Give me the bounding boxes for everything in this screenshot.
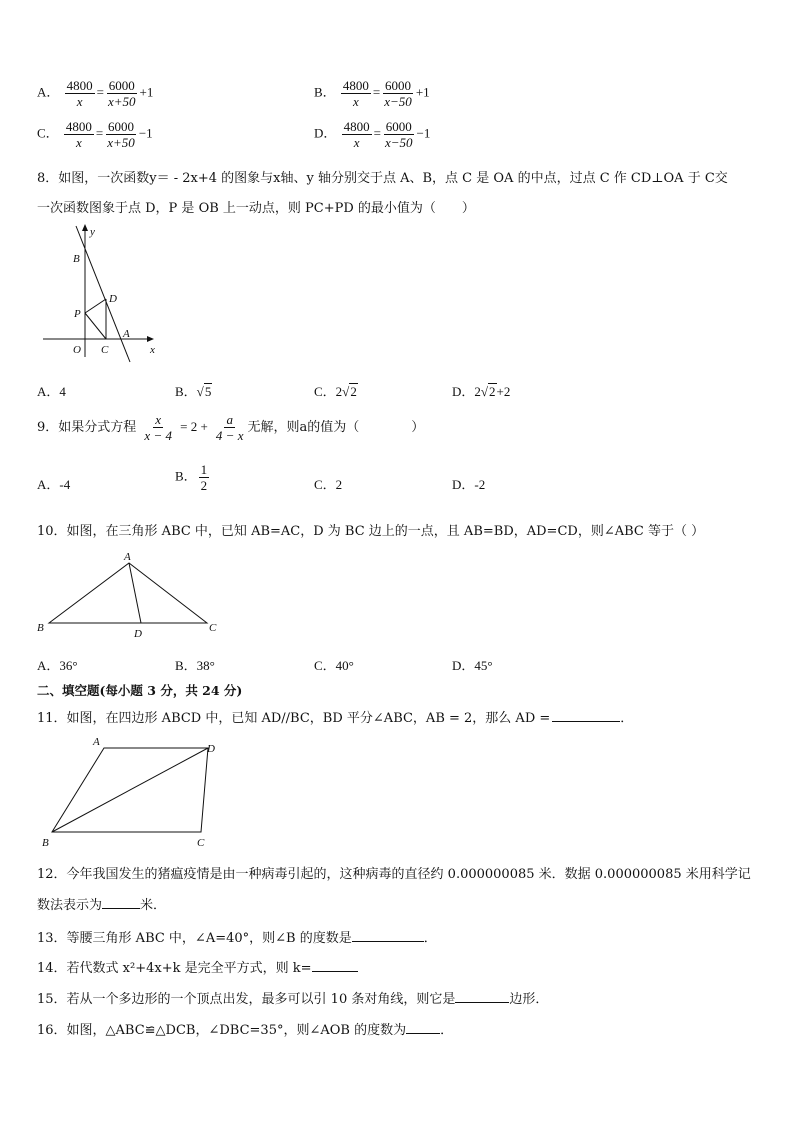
- q8-option-d: D．2√2+2: [452, 384, 511, 399]
- label-c: C: [209, 622, 217, 634]
- q9-option-c: C．2: [314, 477, 343, 492]
- y-arrow: [82, 224, 88, 231]
- label-b: B: [37, 622, 44, 634]
- fraction: $\frac{1}{2}$: [200, 462, 208, 493]
- answer-blank[interactable]: [312, 959, 358, 972]
- fraction: $\frac{6000}{x-50}$: [384, 78, 412, 109]
- answer-blank[interactable]: [455, 990, 509, 1003]
- label-p: P: [74, 308, 81, 320]
- q9-option-a: A．-4: [37, 477, 71, 492]
- section-heading: 二、填空题(每小题 3 分，共 24 分): [37, 683, 243, 698]
- q7-option-d: D． $\frac{4800}{x}$ = $\frac{6000}{x-50}$ −1: [314, 119, 431, 150]
- q13-text: 13．等腰三角形 ABC 中，∠A=40°，则∠B 的度数是 ．: [37, 931, 437, 946]
- q10-option-c: C．40°: [314, 658, 354, 673]
- q10-text: 10．如图，在三角形 ABC 中，已知 AB=AC，D 为 BC 边上的一点，且 AB=BD，AD=CD，则∠ABC 等于（ ）: [37, 524, 705, 539]
- q10-figure: [35, 548, 225, 640]
- answer-blank[interactable]: [352, 929, 424, 942]
- q8-figure: [40, 222, 170, 367]
- label-a: A: [93, 736, 100, 748]
- answer-blank[interactable]: [552, 709, 620, 722]
- label-d: D: [109, 293, 117, 305]
- q9-option-b: B． $\frac{1}{2}$: [175, 462, 208, 493]
- q7-option-a: A． $\frac{4800}{x}$ = $\frac{6000}{x+50}$ +1: [37, 78, 154, 109]
- q12-text-line1: 12．今年我国发生的猪瘟疫情是由一种病毒引起的，这种病毒的直径约 0.000000085 米．数据 0.000000085 米用科学记: [37, 867, 751, 882]
- answer-blank[interactable]: [102, 896, 140, 909]
- q11-figure: [38, 732, 228, 852]
- label-c: C: [101, 344, 109, 356]
- fraction: $\frac{4800}{x}$: [342, 78, 369, 109]
- q15-text: 15．若从一个多边形的一个顶点出发，最多可以引 10 条对角线，则它是 边形．: [37, 992, 549, 1007]
- label-y: y: [90, 226, 95, 238]
- label-o: O: [73, 344, 81, 356]
- label-a: A: [124, 551, 131, 563]
- q7-option-c: C． $\frac{4800}{x}$ = $\frac{6000}{x+50}$ −1: [37, 119, 153, 150]
- label-b: B: [42, 837, 49, 849]
- q9-option-d: D．-2: [452, 477, 486, 492]
- q10-option-b: B．38°: [175, 658, 215, 673]
- fraction: $\frac{a}{4 - x}$: [215, 412, 244, 443]
- label-d: D: [134, 628, 142, 640]
- q9-text: 9．如果分式方程 $\frac{x}{x - 4}$ = 2 + $\frac{a}{4 - x}$ 无解，则a的值为（ ）: [37, 412, 425, 443]
- label-d: D: [207, 743, 215, 755]
- x-arrow: [147, 336, 154, 342]
- line-ab: [76, 226, 130, 362]
- q7-option-b: B． $\frac{4800}{x}$ = $\frac{6000}{x-50}$ +1: [314, 78, 430, 109]
- segment-pd: [85, 299, 106, 313]
- triangle-abc: [49, 563, 207, 623]
- q11-text: 11．如图，在四边形 ABCD 中，已知 AD//BC，BD 平分∠ABC，AB = 2，那么 AD = ．: [37, 711, 634, 726]
- fraction: $\frac{6000}{x+50}$: [107, 119, 135, 150]
- segment-ad: [129, 563, 141, 623]
- q14-text: 14．若代数式 x²+4x+k 是完全平方式，则 k=: [37, 957, 358, 976]
- q8-option-c: C．2√2: [314, 384, 357, 399]
- diagonal-bd: [52, 748, 208, 832]
- q16-text: 16．如图，△ABC≌△DCB，∠DBC=35°，则∠AOB 的度数为 ．: [37, 1023, 454, 1038]
- fraction: $\frac{4800}{x}$: [65, 119, 92, 150]
- q8-text-line2: 一次函数图象于点 D，P 是 OB 上一动点，则 PC+PD 的最小值为（ ）: [37, 201, 475, 216]
- fraction: $\frac{4800}{x}$: [66, 78, 93, 109]
- fraction: $\frac{4800}{x}$: [343, 119, 370, 150]
- q12-text-line2: 数法表示为 米．: [37, 898, 167, 913]
- label-x: x: [150, 344, 155, 356]
- label-a: A: [123, 328, 130, 340]
- q8-option-b: B．√5: [175, 384, 212, 399]
- q8-text-line1: 8．如图，一次函数y＝ - 2x+4 的图象与x轴、y 轴分别交于点 A、B，点 C 是 OA 的中点，过点 C 作 CD⊥OA 于 C交: [37, 171, 728, 186]
- fraction: $\frac{6000}{x-50}$: [384, 119, 413, 150]
- segment-pc: [85, 313, 106, 339]
- fraction: $\frac{6000}{x+50}$: [107, 78, 136, 109]
- label-c: C: [197, 837, 205, 849]
- answer-blank[interactable]: [406, 1021, 440, 1034]
- q10-option-d: D．45°: [452, 658, 493, 673]
- label-b: B: [73, 253, 80, 265]
- fraction: $\frac{x}{x - 4}$: [144, 412, 172, 443]
- q8-option-a: A．4: [37, 384, 66, 399]
- q10-option-a: A．36°: [37, 658, 78, 673]
